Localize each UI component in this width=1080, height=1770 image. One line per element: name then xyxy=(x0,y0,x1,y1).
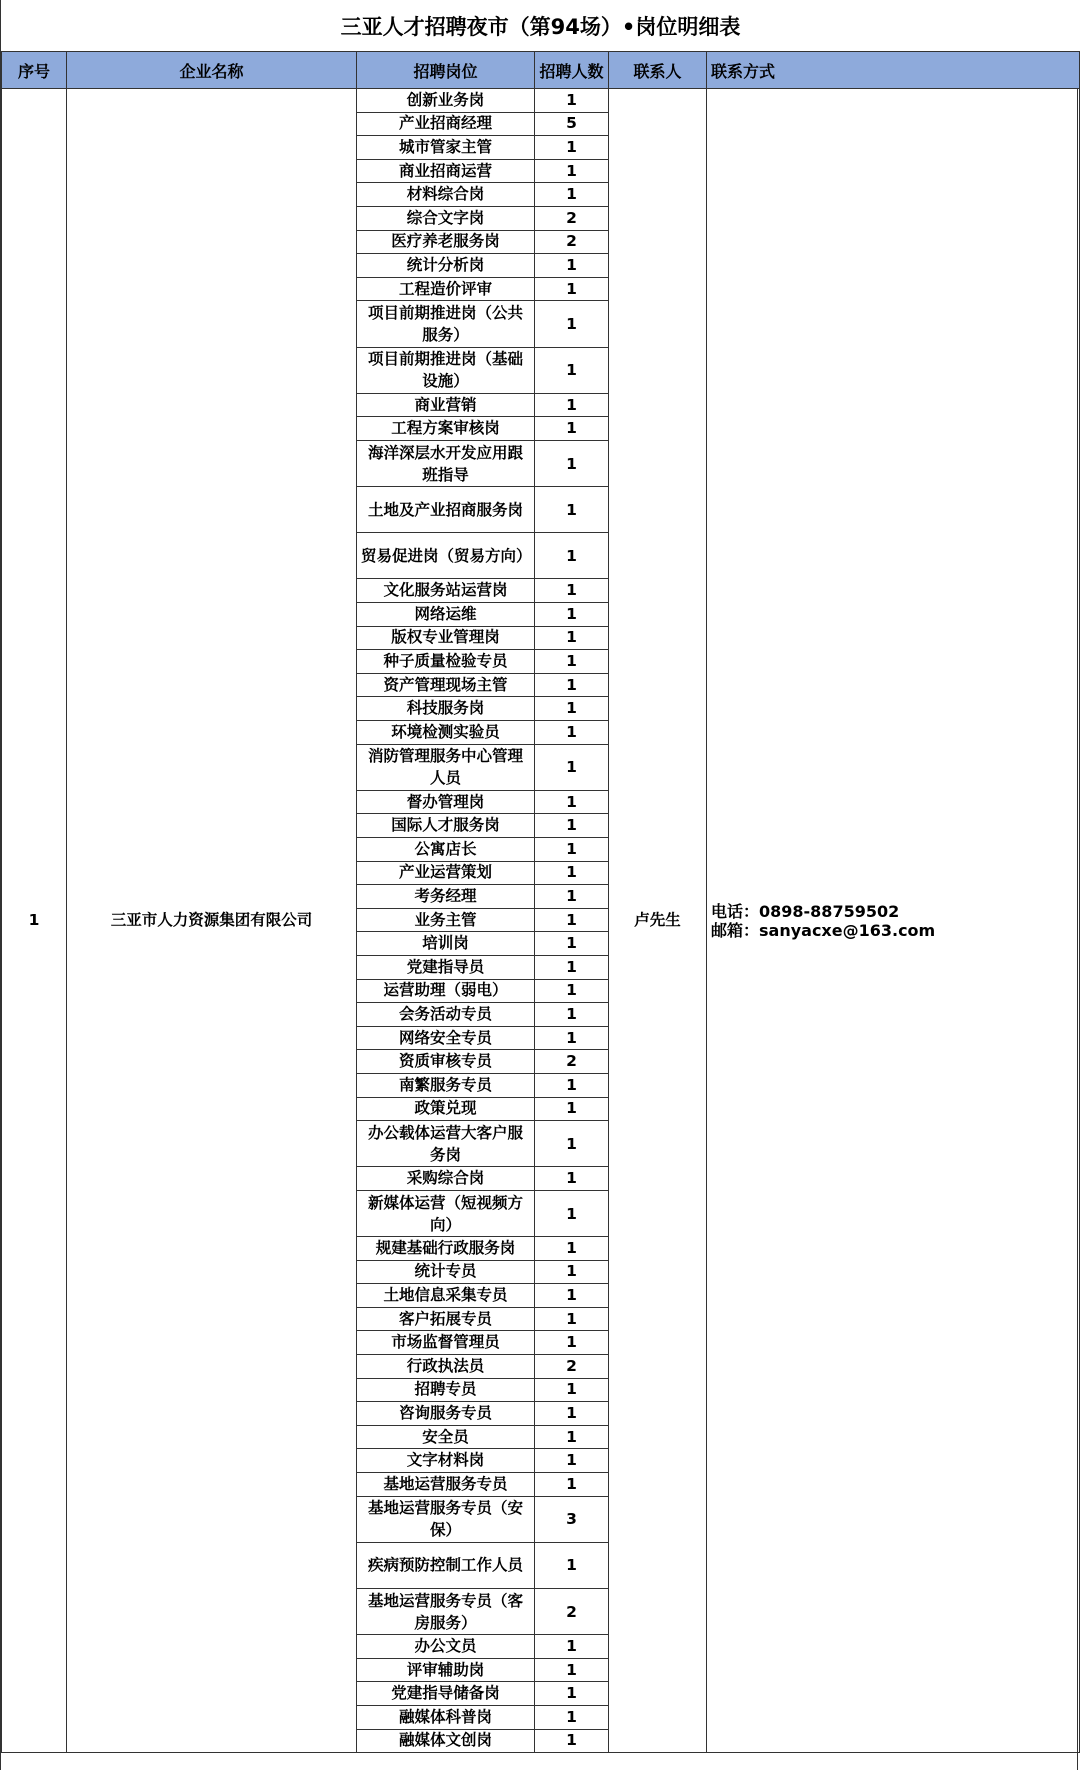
position-count: 1 xyxy=(535,1449,609,1473)
position-count: 2 xyxy=(535,1589,609,1635)
position-count: 1 xyxy=(535,1026,609,1050)
position-count: 1 xyxy=(535,885,609,909)
position-name: 城市管家主管 xyxy=(357,136,535,160)
position-name: 土地及产业招商服务岗 xyxy=(357,487,535,533)
position-name: 科技服务岗 xyxy=(357,697,535,721)
position-count: 1 xyxy=(535,673,609,697)
position-count: 1 xyxy=(535,814,609,838)
table-row xyxy=(2,89,1080,113)
position-count: 1 xyxy=(535,1658,609,1682)
position-name: 市场监督管理员 xyxy=(357,1331,535,1355)
header-index: 序号 xyxy=(2,52,67,89)
position-count: 1 xyxy=(535,393,609,417)
position-name: 咨询服务专员 xyxy=(357,1402,535,1426)
position-count: 1 xyxy=(535,347,609,393)
position-count: 3 xyxy=(535,1496,609,1542)
header-contact-method: 联系方式 xyxy=(707,52,1080,89)
header-row xyxy=(2,52,1080,89)
position-count: 1 xyxy=(535,417,609,441)
position-name: 材料综合岗 xyxy=(357,183,535,207)
position-name: 种子质量检验专员 xyxy=(357,650,535,674)
position-name: 文化服务站运营岗 xyxy=(357,579,535,603)
position-count: 1 xyxy=(535,1167,609,1191)
position-name: 南繁服务专员 xyxy=(357,1073,535,1097)
position-name: 项目前期推进岗（公共服务） xyxy=(357,301,535,347)
position-count: 1 xyxy=(535,603,609,627)
position-name: 融媒体科普岗 xyxy=(357,1705,535,1729)
company-name: 三亚市人力资源集团有限公司 xyxy=(67,89,357,1753)
position-count: 1 xyxy=(535,932,609,956)
position-name: 项目前期推进岗（基础设施） xyxy=(357,347,535,393)
position-count: 1 xyxy=(535,1284,609,1308)
position-name: 土地信息采集专员 xyxy=(357,1284,535,1308)
position-name: 党建指导员 xyxy=(357,955,535,979)
position-name: 业务主管 xyxy=(357,908,535,932)
position-name: 工程方案审核岗 xyxy=(357,417,535,441)
position-count: 1 xyxy=(535,1705,609,1729)
position-name: 基地运营服务专员（安保） xyxy=(357,1496,535,1542)
position-count: 1 xyxy=(535,579,609,603)
position-name: 医疗养老服务岗 xyxy=(357,230,535,254)
position-name: 产业招商经理 xyxy=(357,112,535,136)
position-name: 统计分析岗 xyxy=(357,254,535,278)
header-contact-person: 联系人 xyxy=(609,52,707,89)
position-name: 培训岗 xyxy=(357,932,535,956)
position-count: 1 xyxy=(535,487,609,533)
position-name: 版权专业管理岗 xyxy=(357,626,535,650)
table-title: 三亚人才招聘夜市（第94场）•岗位明细表 xyxy=(2,0,1080,52)
position-count: 1 xyxy=(535,1003,609,1027)
position-count: 1 xyxy=(535,533,609,579)
title-row xyxy=(2,0,1080,52)
header-position: 招聘岗位 xyxy=(357,52,535,89)
position-count: 1 xyxy=(535,1542,609,1588)
header-company: 企业名称 xyxy=(67,52,357,89)
position-count: 1 xyxy=(535,1635,609,1659)
position-count: 2 xyxy=(535,206,609,230)
position-name: 统计专员 xyxy=(357,1260,535,1284)
contact-method xyxy=(707,89,1080,1753)
position-count: 1 xyxy=(535,861,609,885)
position-name: 招聘专员 xyxy=(357,1378,535,1402)
position-count: 2 xyxy=(535,1050,609,1074)
position-name: 公寓店长 xyxy=(357,838,535,862)
position-count: 1 xyxy=(535,626,609,650)
position-count: 2 xyxy=(535,1355,609,1379)
position-count: 1 xyxy=(535,1729,609,1753)
position-name: 商业营销 xyxy=(357,393,535,417)
position-count: 1 xyxy=(535,721,609,745)
position-name: 评审辅助岗 xyxy=(357,1658,535,1682)
position-count: 1 xyxy=(535,277,609,301)
position-count: 1 xyxy=(535,1425,609,1449)
position-name: 创新业务岗 xyxy=(357,89,535,113)
position-count: 1 xyxy=(535,1237,609,1261)
position-name: 国际人才服务岗 xyxy=(357,814,535,838)
position-name: 基地运营服务专员（客房服务） xyxy=(357,1589,535,1635)
position-name: 党建指导储备岗 xyxy=(357,1682,535,1706)
position-count: 1 xyxy=(535,838,609,862)
position-name: 会务活动专员 xyxy=(357,1003,535,1027)
position-count: 1 xyxy=(535,1190,609,1236)
position-count: 1 xyxy=(535,1073,609,1097)
record-index: 1 xyxy=(2,89,67,1753)
contact-person: 卢先生 xyxy=(609,89,707,1753)
position-name: 综合文字岗 xyxy=(357,206,535,230)
position-name: 运营助理（弱电） xyxy=(357,979,535,1003)
position-count: 2 xyxy=(535,230,609,254)
position-count: 1 xyxy=(535,254,609,278)
position-count: 5 xyxy=(535,112,609,136)
position-name: 融媒体文创岗 xyxy=(357,1729,535,1753)
position-count: 1 xyxy=(535,440,609,486)
contact-email: 邮箱：sanyacxe@163.com xyxy=(711,920,936,940)
position-count: 1 xyxy=(535,1260,609,1284)
position-count: 1 xyxy=(535,183,609,207)
position-count: 1 xyxy=(535,136,609,160)
position-name: 资产管理现场主管 xyxy=(357,673,535,697)
position-name: 客户拓展专员 xyxy=(357,1307,535,1331)
position-count: 1 xyxy=(535,979,609,1003)
position-count: 1 xyxy=(535,650,609,674)
position-name: 资质审核专员 xyxy=(357,1050,535,1074)
position-name: 消防管理服务中心管理人员 xyxy=(357,744,535,790)
position-count: 1 xyxy=(535,159,609,183)
position-count: 1 xyxy=(535,301,609,347)
position-count: 1 xyxy=(535,1473,609,1497)
position-count: 1 xyxy=(535,1402,609,1426)
position-name: 安全员 xyxy=(357,1425,535,1449)
position-count: 1 xyxy=(535,744,609,790)
position-count: 1 xyxy=(535,1121,609,1167)
contact-phone: 电话：0898-88759502 xyxy=(711,901,900,921)
position-name: 督办管理岗 xyxy=(357,790,535,814)
position-name: 政策兑现 xyxy=(357,1097,535,1121)
position-name: 规建基础行政服务岗 xyxy=(357,1237,535,1261)
position-name: 文字材料岗 xyxy=(357,1449,535,1473)
position-count: 1 xyxy=(535,697,609,721)
position-count: 1 xyxy=(535,1097,609,1121)
position-name: 办公载体运营大客户服务岗 xyxy=(357,1121,535,1167)
position-name: 环境检测实验员 xyxy=(357,721,535,745)
position-count: 1 xyxy=(535,1682,609,1706)
position-name: 新媒体运营（短视频方向） xyxy=(357,1190,535,1236)
position-name: 贸易促进岗（贸易方向） xyxy=(357,533,535,579)
position-name: 海洋深层水开发应用跟班指导 xyxy=(357,440,535,486)
position-count: 1 xyxy=(535,1378,609,1402)
position-name: 办公文员 xyxy=(357,1635,535,1659)
position-name: 行政执法员 xyxy=(357,1355,535,1379)
position-count: 1 xyxy=(535,908,609,932)
position-name: 基地运营服务专员 xyxy=(357,1473,535,1497)
position-count: 1 xyxy=(535,955,609,979)
header-count: 招聘人数 xyxy=(535,52,609,89)
job-detail-table xyxy=(1,0,1080,1753)
position-count: 1 xyxy=(535,1331,609,1355)
position-name: 工程造价评审 xyxy=(357,277,535,301)
position-name: 产业运营策划 xyxy=(357,861,535,885)
position-name: 商业招商运营 xyxy=(357,159,535,183)
position-name: 采购综合岗 xyxy=(357,1167,535,1191)
position-count: 1 xyxy=(535,1307,609,1331)
position-name: 考务经理 xyxy=(357,885,535,909)
position-name: 疾病预防控制工作人员 xyxy=(357,1542,535,1588)
position-name: 网络运维 xyxy=(357,603,535,627)
position-count: 1 xyxy=(535,89,609,113)
position-name: 网络安全专员 xyxy=(357,1026,535,1050)
position-count: 1 xyxy=(535,790,609,814)
